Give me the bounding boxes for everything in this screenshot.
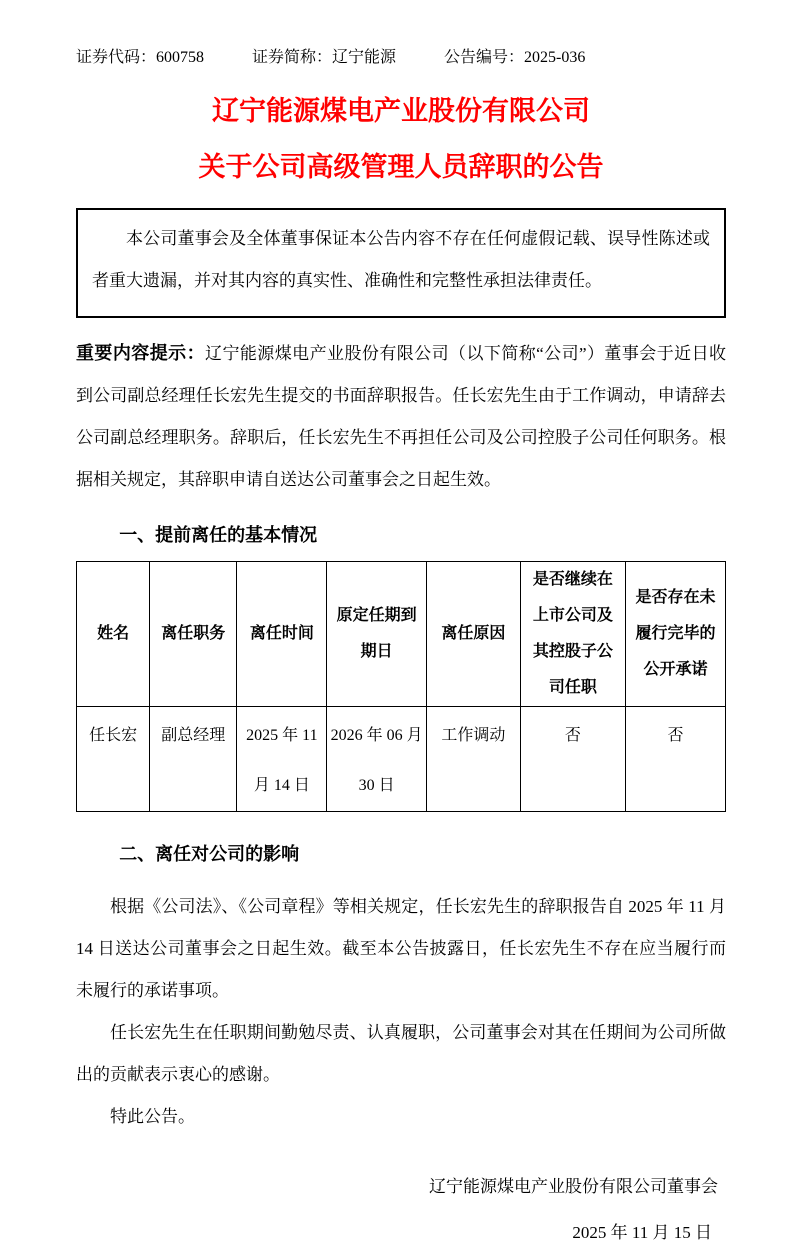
cell-continue-service: 否 (520, 707, 625, 812)
section2-heading: 二、离任对公司的影响 (119, 844, 300, 864)
signature-date: 2025 年 11 月 15 日 (572, 1223, 712, 1242)
table-header-departure-time: 离任时间 (237, 562, 327, 707)
table-header-term-expiry: 原定任期到期日 (327, 562, 426, 707)
cell-name: 任长宏 (77, 707, 150, 812)
cell-open-commitments: 否 (626, 707, 726, 812)
announcement-title: 关于公司高级管理人员辞职的公告 (198, 152, 604, 182)
table-header-continue-service: 是否继续在上市公司及其控股子公司任职 (520, 562, 625, 707)
impact-paragraph-1: 根据《公司法》、《公司章程》等相关规定，任长宏先生的辞职报告自 2025 年 11 月 14 日送达公司董事会之日起生效。截至本公告披露日，任长宏先生不存在应当履行而未履行的承诺事项。 (76, 897, 726, 1000)
stock-short-name: 证券简称：辽宁能源 (252, 49, 397, 66)
departure-table (76, 561, 726, 812)
section1-heading: 一、提前离任的基本情况 (119, 525, 318, 545)
important-notice-label: 重要内容提示： (76, 343, 206, 363)
announcement-number: 公告编号：2025-036 (444, 49, 586, 66)
table-header-name: 姓名 (77, 562, 150, 707)
important-notice-text: 辽宁能源煤电产业股份有限公司（以下简称“公司”）董事会于近日收到公司副总经理任长宏先生提交的书面辞职报告。任长宏先生由于工作调动，申请辞去公司副总经理职务。辞职后，任长宏先生不再担任公司及公司控股子公司任何职务。根据相关规定，其辞职申请自送达公司董事会之日起生效。 (76, 344, 727, 489)
table-header-position: 离任职务 (150, 562, 237, 707)
cell-term-expiry: 2026 年 06 月 30 日 (327, 707, 426, 812)
table-header-reason: 离任原因 (426, 562, 520, 707)
impact-paragraph-2: 任长宏先生在任职期间勤勉尽责、认真履职，公司董事会对其在任期间为公司所做出的贡献表示衷心的感谢。 (76, 1023, 726, 1084)
stock-code: 证券代码：600758 (76, 49, 205, 66)
disclaimer-box (76, 208, 726, 318)
signature-block (76, 1164, 726, 1256)
table-header-row (77, 562, 726, 707)
cell-position: 副总经理 (150, 707, 237, 812)
closing-line: 特此公告。 (110, 1107, 195, 1126)
signature-company: 辽宁能源煤电产业股份有限公司董事会 (429, 1177, 718, 1196)
disclaimer-text: 本公司董事会及全体董事保证本公告内容不存在任何虚假记载、误导性陈述或者重大遗漏，并对其内容的真实性、准确性和完整性承担法律责任。 (92, 229, 710, 290)
table-row (77, 707, 726, 812)
cell-reason: 工作调动 (426, 707, 520, 812)
important-notice-paragraph (76, 332, 726, 501)
cell-departure-time: 2025 年 11 月 14 日 (237, 707, 327, 812)
doc-meta-line (76, 46, 726, 70)
table-header-open-commitments: 是否存在未履行完毕的公开承诺 (626, 562, 726, 707)
company-title: 辽宁能源煤电产业股份有限公司 (212, 96, 590, 126)
